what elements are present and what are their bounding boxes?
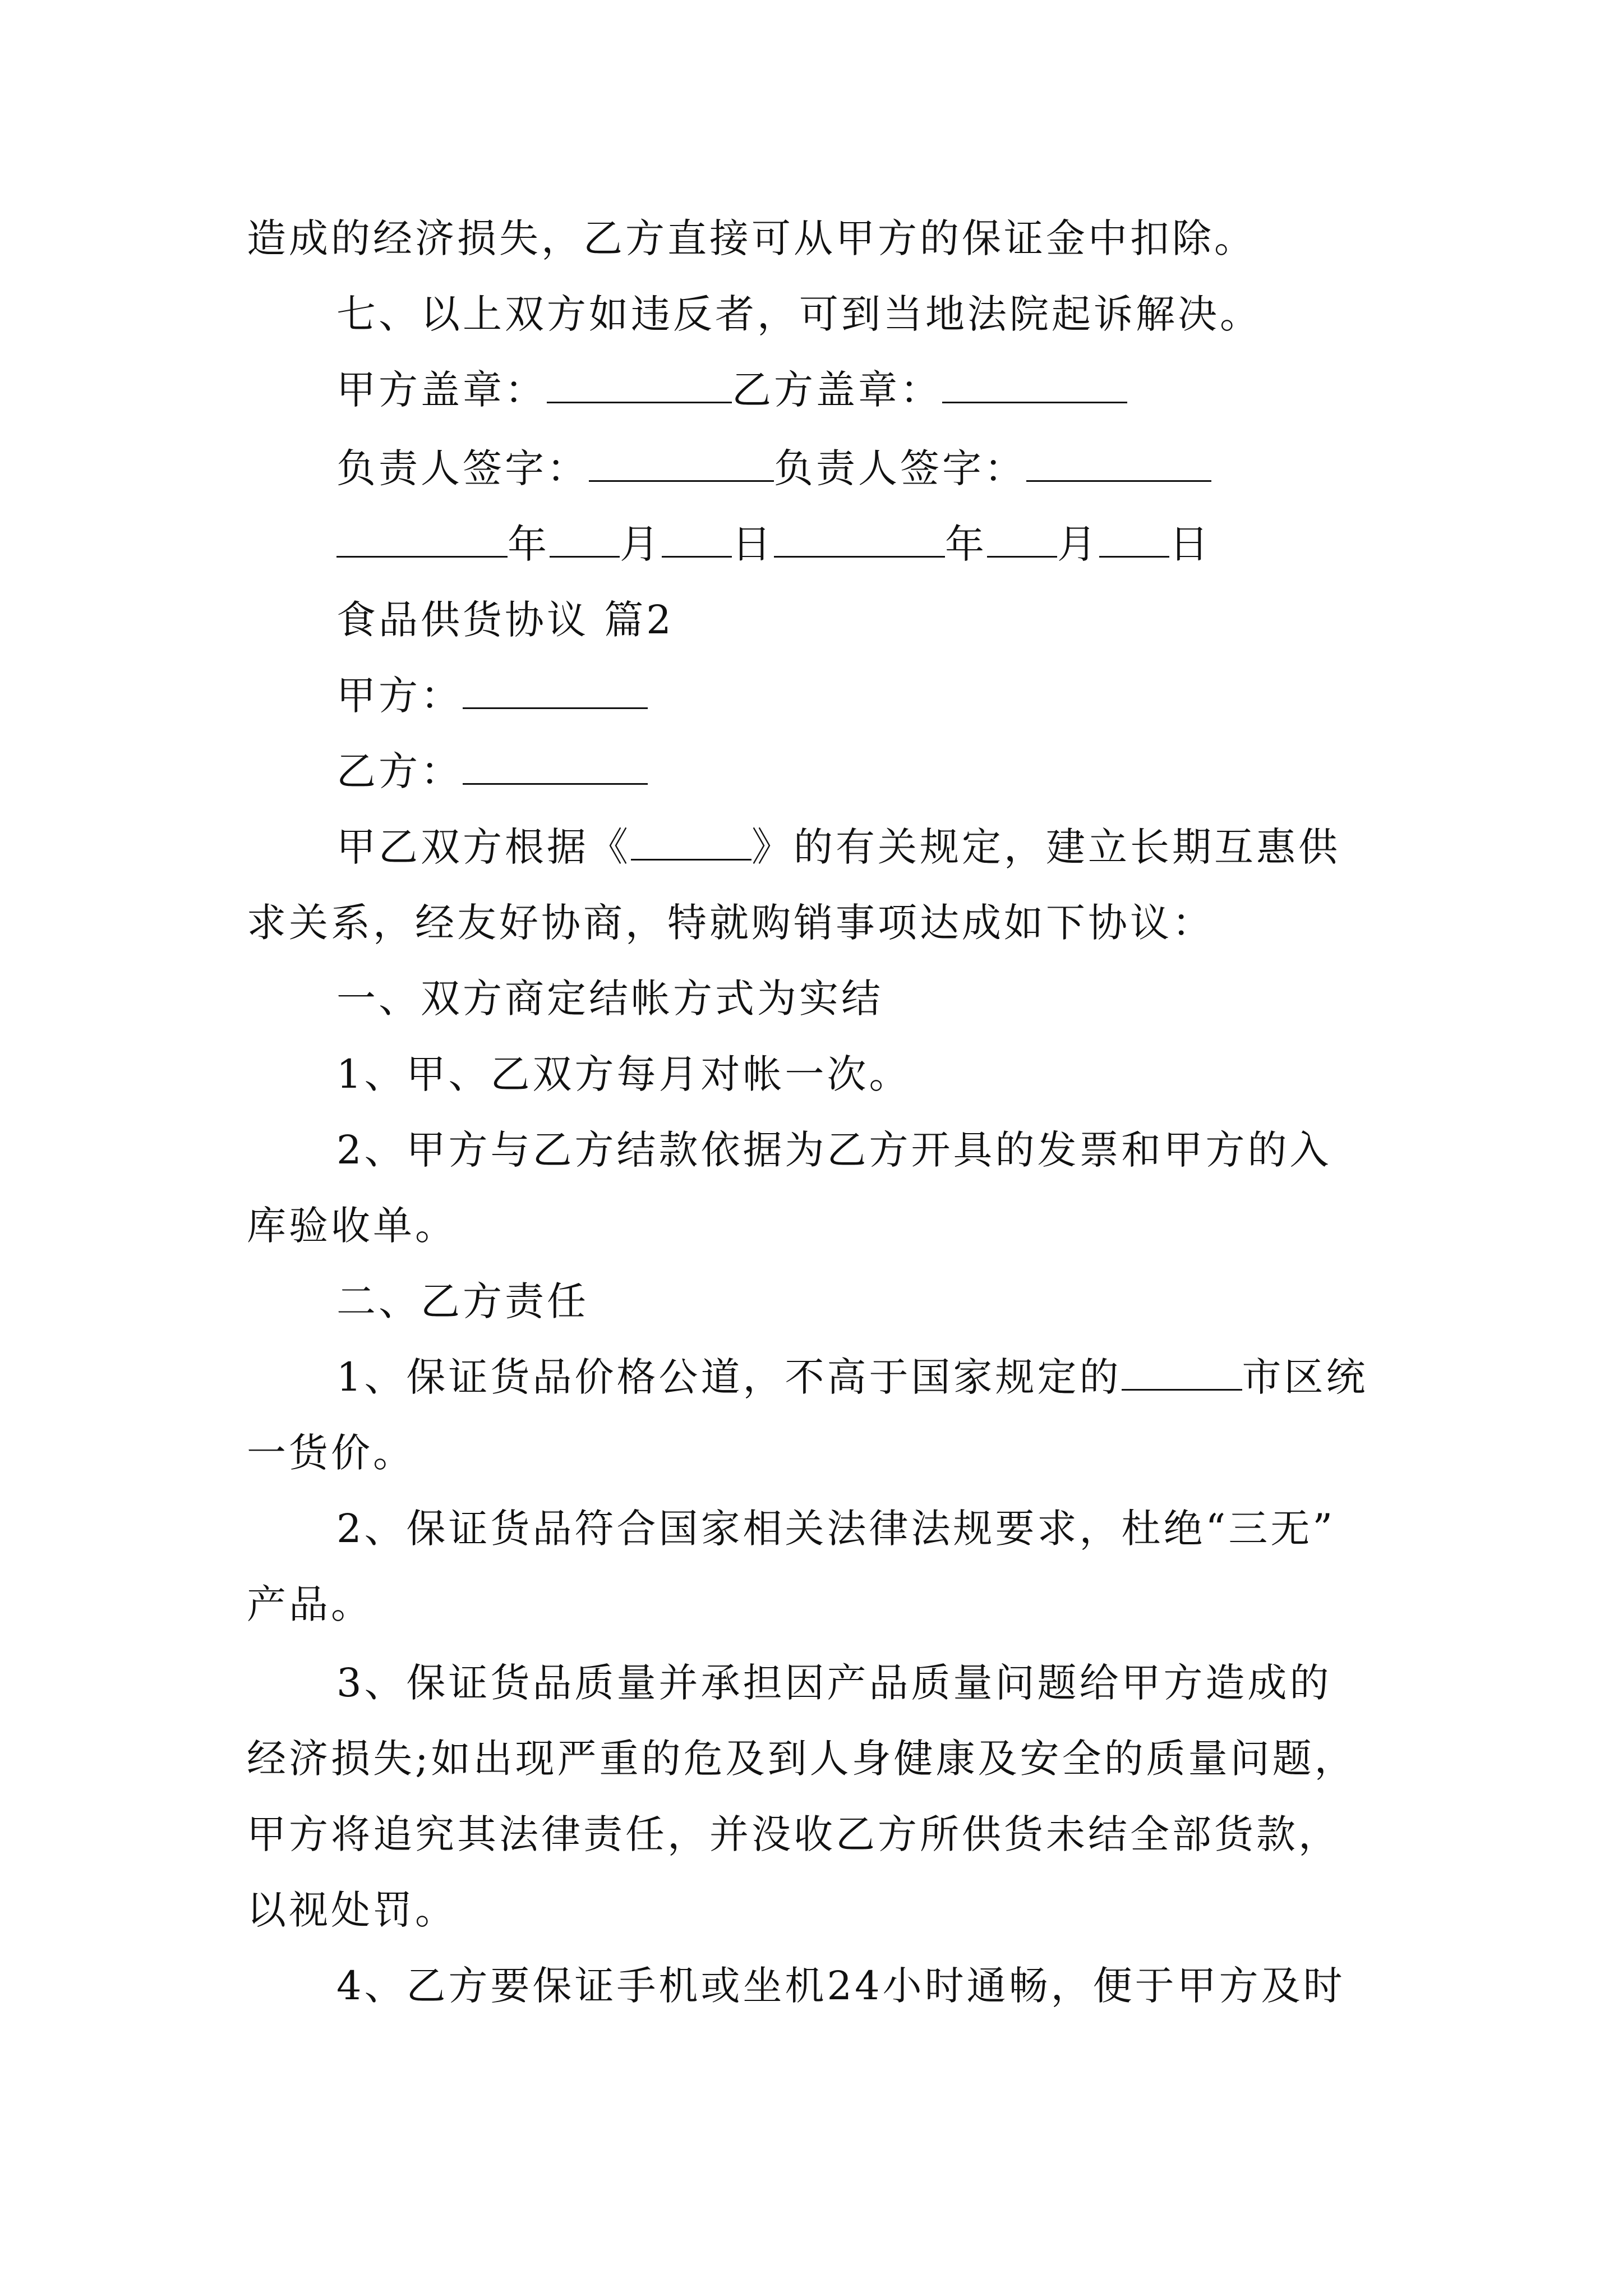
text: 产品。: [247, 1581, 373, 1627]
year-blank: [336, 545, 508, 558]
text: 1、甲、乙双方每月对帐一次。: [336, 1051, 911, 1097]
month-label: 月: [620, 521, 662, 567]
party-b-seal-blank: [942, 390, 1127, 403]
party-a-seal-blank: [547, 390, 732, 403]
paragraph-line: [247, 1579, 373, 1630]
day-label: 日: [1169, 521, 1211, 567]
paragraph-line: [247, 1200, 457, 1251]
party-b-line: [336, 746, 648, 797]
text: 2、甲方与乙方结款依据为乙方开具的发票和甲方的入: [336, 1127, 1332, 1173]
paragraph-line: [247, 1885, 457, 1935]
month-blank: [550, 545, 620, 558]
paragraph-line: [336, 289, 1262, 339]
city-blank: [1122, 1378, 1242, 1391]
year-label: 年: [945, 521, 987, 567]
month-label: 月: [1057, 521, 1099, 567]
party-b-seal-label: 乙方盖章：: [732, 367, 942, 413]
day-blank: [1099, 545, 1169, 558]
text: 一、双方商定结帐方式为实结: [336, 976, 883, 1022]
paragraph-line: [336, 1658, 1332, 1708]
text: 造成的经济损失，乙方直接可从甲方的保证金中扣除。: [247, 215, 1256, 261]
seal-line: [336, 365, 1127, 415]
paragraph-line: [336, 1125, 1332, 1175]
text: 库验收单。: [247, 1203, 457, 1249]
text: 甲乙双方根据《: [336, 824, 631, 870]
text: 市区统: [1242, 1354, 1368, 1400]
month-blank: [987, 545, 1057, 558]
paragraph-line: [336, 1049, 911, 1099]
day-label: 日: [732, 521, 774, 567]
party-a-seal-label: 甲方盖章：: [336, 367, 547, 413]
day-blank: [662, 545, 732, 558]
paragraph-line: [336, 822, 1340, 872]
law-name-blank: [631, 848, 751, 861]
party-b-label: 乙方：: [336, 748, 463, 794]
text: 求关系，经友好协商，特就购销事项达成如下协议：: [247, 900, 1214, 946]
text: 4、乙方要保证手机或坐机24小时通畅，便于甲方及时: [336, 1963, 1345, 2009]
text: 二、乙方责任: [336, 1278, 589, 1324]
paragraph-line: [336, 1961, 1345, 2011]
text: 甲方将追究其法律责任，并没收乙方所供货未结全部货款，: [247, 1811, 1340, 1857]
heading-text: 食品供货协议 篇2: [336, 597, 674, 643]
party-b-signature-blank: [1026, 469, 1211, 482]
paragraph-line: [336, 1352, 1368, 1402]
year-label: 年: [508, 521, 550, 567]
paragraph-line: [336, 1503, 1335, 1554]
party-b-blank: [463, 772, 648, 785]
section-heading: [336, 595, 674, 645]
paragraph-line: [247, 1809, 1340, 1860]
party-a-blank: [463, 696, 648, 709]
text: 以视处罚。: [247, 1887, 457, 1933]
text: 经济损失;如出现严重的危及到人身健康及安全的质量问题，: [247, 1736, 1357, 1782]
paragraph-line: [336, 1276, 589, 1327]
party-a-signature-label: 负责人签字：: [336, 445, 589, 491]
text: 七、以上双方如违反者，可到当地法院起诉解决。: [336, 291, 1262, 337]
party-a-label: 甲方：: [336, 673, 463, 719]
text: 》的有关规定，建立长期互惠供: [751, 824, 1340, 870]
year-blank: [774, 545, 945, 558]
text: 2、保证货品符合国家相关法律法规要求，杜绝“三无”: [336, 1506, 1336, 1552]
text: 一货价。: [247, 1430, 415, 1476]
text: 1、保证货品价格公道，不高于国家规定的: [336, 1354, 1122, 1400]
date-line: [336, 519, 1211, 569]
paragraph-line: [247, 213, 1256, 264]
paragraph-line: [247, 1428, 415, 1478]
paragraph-line: [247, 1733, 1357, 1784]
party-a-line: [336, 670, 648, 721]
text: 3、保证货品质量并承担因产品质量问题给甲方造成的: [336, 1660, 1332, 1706]
paragraph-line: [247, 898, 1214, 948]
party-a-signature-blank: [589, 469, 774, 482]
signature-line: [336, 443, 1211, 494]
paragraph-line: [336, 973, 883, 1024]
party-b-signature-label: 负责人签字：: [774, 445, 1026, 491]
